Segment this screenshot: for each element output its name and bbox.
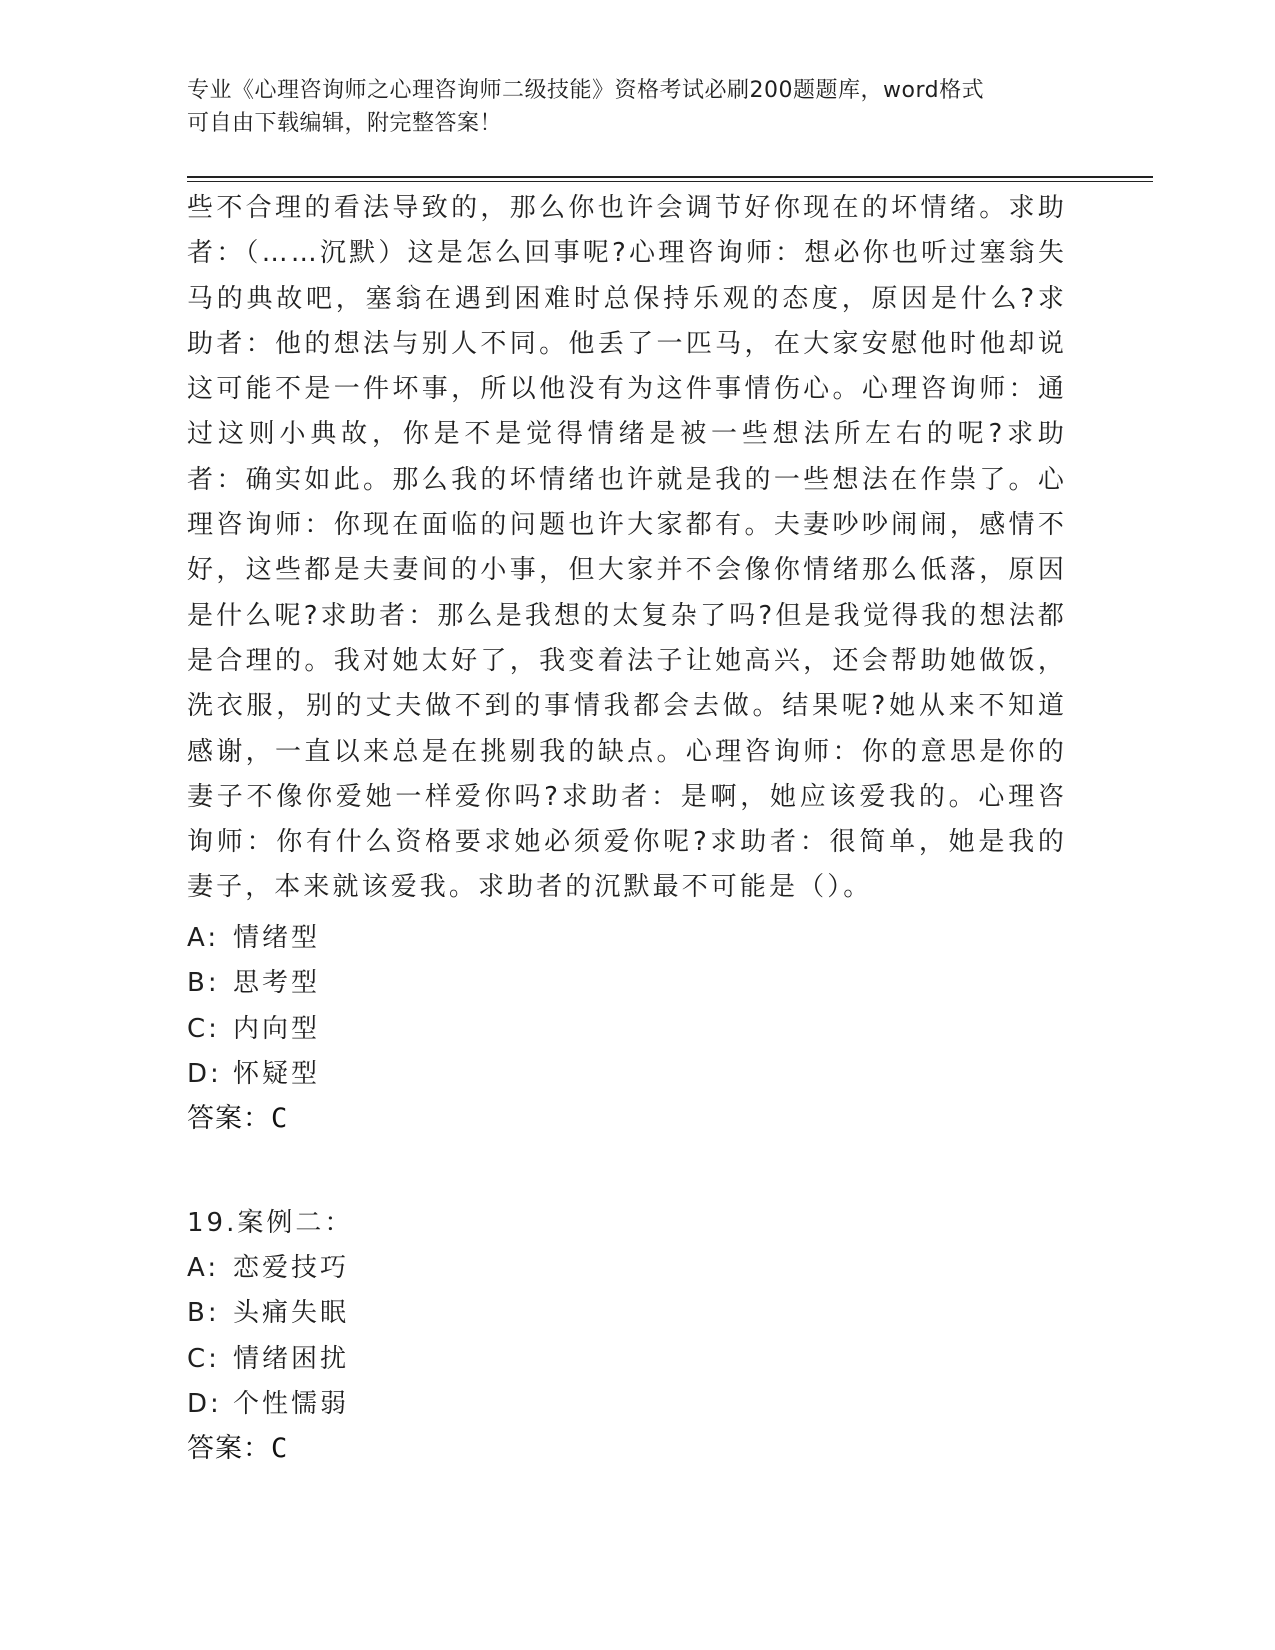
option-text: 情绪型: [233, 923, 321, 953]
question-19-answer: [187, 1426, 288, 1471]
question-18-answer: [187, 1096, 288, 1141]
header-line-1: 专业《心理咨询师之心理咨询师二级技能》资格考试必刷200题题库，word格式: [187, 78, 985, 103]
option-c: [187, 1007, 320, 1052]
option-b: [187, 961, 320, 1006]
question-18-options: [187, 916, 320, 1097]
option-d: [187, 1382, 349, 1427]
question-19-options: [187, 1246, 349, 1427]
option-text: 情绪困扰: [233, 1343, 350, 1374]
option-letter: D:: [187, 1058, 222, 1089]
answer-label: 答案：: [187, 1103, 271, 1134]
option-letter: A:: [187, 1253, 220, 1283]
option-text: 头痛失眠: [233, 1298, 350, 1329]
option-text: 恋爱技巧: [233, 1253, 350, 1283]
answer-label: 答案：: [187, 1433, 271, 1464]
option-text: 个性懦弱: [233, 1388, 350, 1419]
option-text: 思考型: [233, 968, 321, 999]
page-header: [187, 74, 1067, 140]
option-a: [187, 1246, 349, 1291]
option-a: [187, 916, 320, 961]
option-letter: A:: [187, 923, 220, 953]
answer-value: C: [271, 1433, 289, 1464]
header-line-2: 可自由下载编辑，附完整答案！: [187, 111, 503, 136]
option-letter: C:: [187, 1343, 220, 1374]
option-b: [187, 1291, 349, 1336]
option-letter: B:: [187, 1298, 220, 1329]
option-d: [187, 1052, 320, 1097]
option-letter: D:: [187, 1388, 222, 1419]
option-c: [187, 1337, 349, 1382]
question-19-title: 19.案例二：: [187, 1208, 354, 1238]
question-18-stem: 些不合理的看法导致的，那么你也许会调节好你现在的坏情绪。求助者：（……沉默）这是怎么回事呢?心理咨询师：想必你也听过塞翁失马的典故吧，塞翁在遇到困难时总保持乐观的态度，原因是什么?求助者：他的想法与别人不同。他丢了一匹马，在大家安慰他时他却说这可能不是一件坏事，所以他没有为这件事情伤心。心理咨询师：通过这则小典故，你是不是觉得情绪是被一些想法所左右的呢?求助者：确实如此。那么我的坏情绪也许就是我的一些想法在作祟了。心理咨询师：你现在面临的问题也许大家都有。夫妻吵吵闹闹，感情不好，这些都是夫妻间的小事，但大家并不会像你情绪那么低落，原因是什么呢?求助者：那么是我想的太复杂了吗?但是我觉得我的想法都是合理的。我对她太好了，我变着法子让她高兴，还会帮助她做饭，洗衣服，别的丈夫做不到的事情我都会去做。结果呢?她从来不知道感谢，一直以来总是在挑剔我的缺点。心理咨询师：你的意思是你的妻子不像你爱她一样爱你吗?求助者：是啊，她应该爱我的。心理咨询师：你有什么资格要求她必须爱你呢?求助者：很简单，她是我的妻子，本来就该爱我。求助者的沉默最不可能是（）。: [187, 193, 1067, 903]
option-letter: C:: [187, 1013, 220, 1044]
option-letter: B:: [187, 968, 220, 999]
option-text: 内向型: [233, 1013, 321, 1044]
answer-value: C: [271, 1103, 289, 1134]
option-text: 怀疑型: [233, 1058, 321, 1089]
header-divider: [187, 176, 1153, 182]
